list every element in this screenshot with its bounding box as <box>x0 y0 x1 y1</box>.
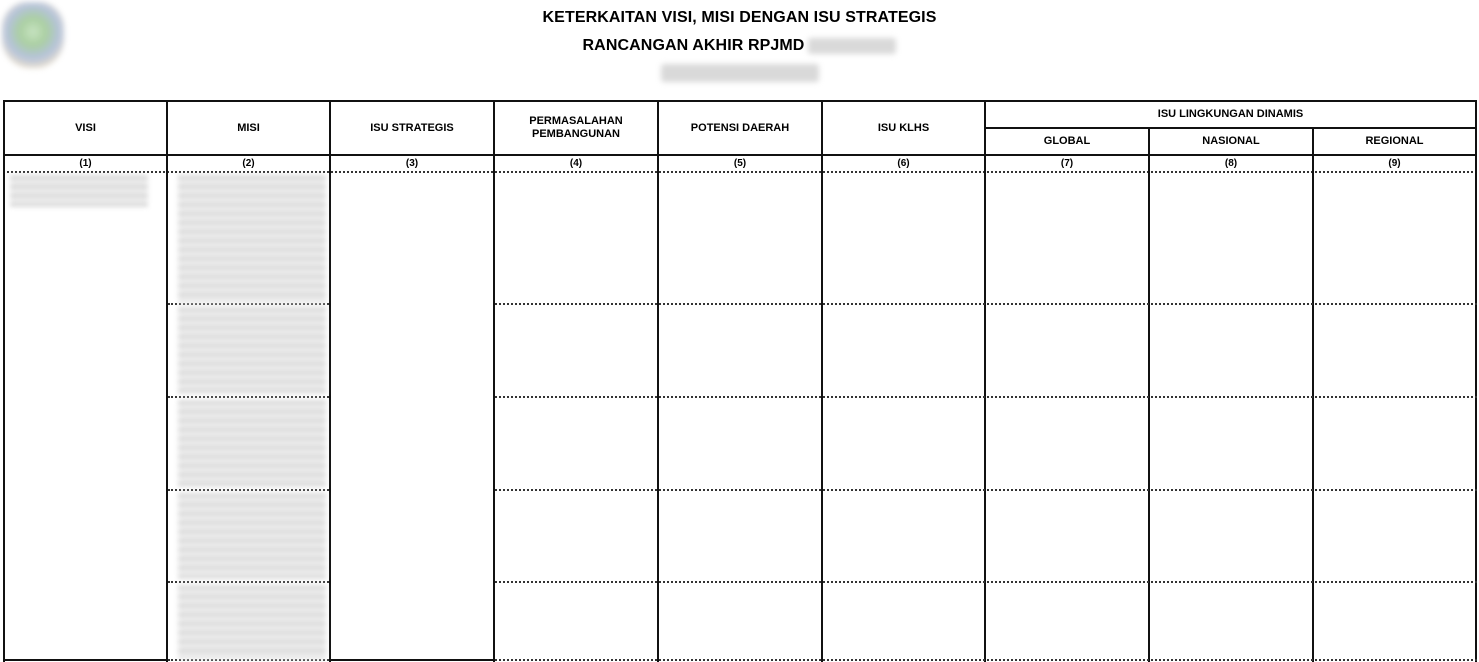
visi-cell <box>5 173 166 659</box>
header-isu-klhs: ISU KLHS <box>877 121 930 134</box>
redacted-region-name <box>661 64 819 82</box>
header-isu-strategis: ISU STRATEGIS <box>370 121 454 134</box>
misi-text-redacted <box>178 175 326 303</box>
visi-text-redacted <box>10 175 148 207</box>
row-divider-bottom <box>495 659 1477 661</box>
misi-text-redacted <box>178 493 326 579</box>
redacted-period <box>808 38 896 54</box>
col-border <box>821 100 823 662</box>
col-number-9: (9) <box>1388 158 1401 169</box>
header-misi: MISI <box>237 121 260 134</box>
col-number-2: (2) <box>242 158 255 169</box>
subtitle-text: RANCANGAN AKHIR RPJMD <box>582 37 805 54</box>
misi-row-2 <box>168 305 329 396</box>
misi-row-4 <box>168 491 329 581</box>
header-global: GLOBAL <box>1043 135 1091 147</box>
misi-text-redacted <box>178 307 326 394</box>
isu-strategis-bottom-border <box>329 659 495 661</box>
row-divider <box>495 396 1477 398</box>
header-potensi-daerah: POTENSI DAERAH <box>690 121 790 134</box>
col-number-5: (5) <box>733 158 747 169</box>
visi-bottom-border <box>3 659 168 661</box>
misi-text-redacted <box>178 585 326 659</box>
col-number-3: (3) <box>405 158 419 169</box>
linkage-table <box>3 100 1477 662</box>
title-text: KETERKAITAN VISI, MISI DENGAN ISU STRATEGIS <box>542 9 937 26</box>
row-divider <box>495 303 1477 305</box>
document-title <box>0 6 1479 30</box>
misi-text-redacted <box>178 400 326 487</box>
row-divider <box>495 489 1477 491</box>
misi-row-3 <box>168 398 329 489</box>
document-subtitle <box>0 34 1479 58</box>
col-number-4: (4) <box>569 158 583 169</box>
col-number-1: (1) <box>79 158 92 169</box>
col-number-8: (8) <box>1224 158 1238 169</box>
isu-strategis-cell <box>331 173 493 659</box>
header-regional: REGIONAL <box>1365 135 1424 147</box>
misi-row-5 <box>168 583 329 659</box>
header-permasalahan: PERMASALAHAN PEMBANGUNAN <box>529 115 623 140</box>
header-isu-lingkungan-dinamis: ISU LINGKUNGAN DINAMIS <box>1157 108 1304 120</box>
col-border <box>493 100 495 662</box>
row-divider <box>495 581 1477 583</box>
misi-row-divider-bottom <box>168 659 329 661</box>
col-border <box>984 100 986 662</box>
document-region-line <box>0 58 1479 82</box>
header-nasional: NASIONAL <box>1202 135 1260 147</box>
header-visi: VISI <box>75 121 96 134</box>
col-number-7: (7) <box>1060 158 1074 169</box>
col-number-6: (6) <box>897 158 910 169</box>
document-title-block <box>0 6 1479 82</box>
misi-row-1 <box>168 173 329 303</box>
col-border <box>1475 100 1477 662</box>
col-border <box>657 100 659 662</box>
